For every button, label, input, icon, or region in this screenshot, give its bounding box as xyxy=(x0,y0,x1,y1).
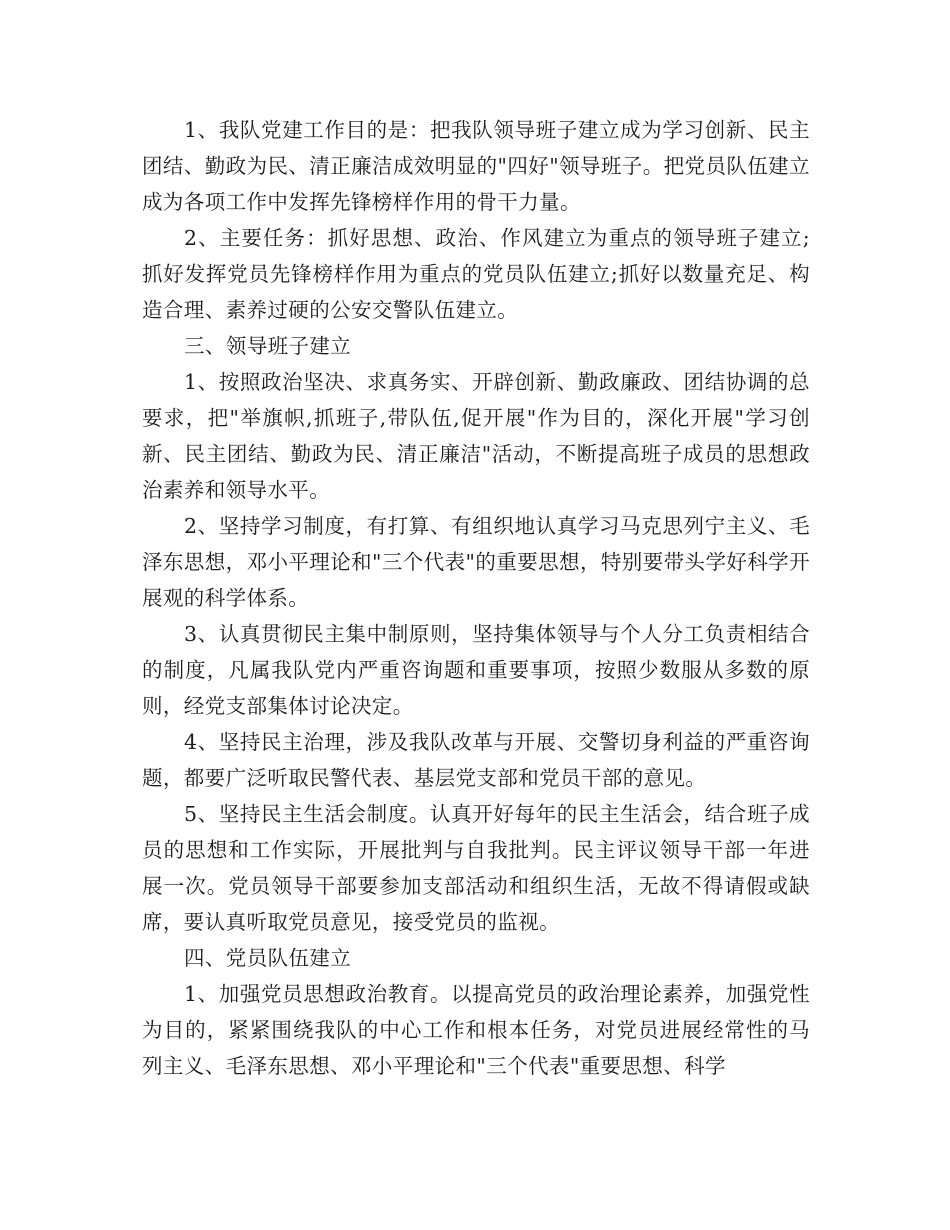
paragraph-leadership-1: 1、按照政治坚决、求真务实、开辟创新、勤政廉政、团结协调的总要求，把"举旗帜,抓班子,带队伍,促开展"作为目的，深化开展"学习创新、民主团结、勤政为民、清正廉洁"活动，不断提高班子成员的思想政治素养和领导水平。 xyxy=(142,370,810,502)
paragraph-leadership-4: 4、坚持民主治理，涉及我队改革与开展、交警切身利益的严重咨询题，都要广泛听取民警代表、基层党支部和党员干部的意见。 xyxy=(142,730,810,790)
section-heading-members: 四、党员队伍建立 xyxy=(184,946,352,970)
section-heading-leadership: 三、领导班子建立 xyxy=(184,334,352,358)
paragraph-main-tasks: 2、主要任务：抓好思想、政治、作风建立为重点的领导班子建立;抓好发挥党员先锋榜样作用为重点的党员队伍建立;抓好以数量充足、构造合理、素养过硬的公安交警队伍建立。 xyxy=(142,226,810,322)
document-body xyxy=(142,112,810,1084)
paragraph-leadership-3: 3、认真贯彻民主集中制原则，坚持集体领导与个人分工负责相结合的制度，凡属我队党内严重咨询题和重要事项，按照少数服从多数的原则，经党支部集体讨论决定。 xyxy=(142,622,810,718)
paragraph-leadership-5: 5、坚持民主生活会制度。认真开好每年的民主生活会，结合班子成员的思想和工作实际，开展批判与自我批判。民主评议领导干部一年进展一次。党员领导干部要参加支部活动和组织生活，无故不得请假或缺席，要认真听取党员意见，接受党员的监视。 xyxy=(142,802,810,934)
paragraph-members-1: 1、加强党员思想政治教育。以提高党员的政治理论素养，加强党性为目的，紧紧围绕我队的中心工作和根本任务，对党员进展经常性的马列主义、毛泽东思想、邓小平理论和"三个代表"重要思想、科学 xyxy=(142,982,810,1078)
paragraph-party-building-goal: 1、我队党建工作目的是：把我队领导班子建立成为学习创新、民主团结、勤政为民、清正廉洁成效明显的"四好"领导班子。把党员队伍建立成为各项工作中发挥先锋榜样作用的骨干力量。 xyxy=(142,118,810,214)
paragraph-leadership-2: 2、坚持学习制度，有打算、有组织地认真学习马克思列宁主义、毛泽东思想，邓小平理论和"三个代表"的重要思想，特别要带头学好科学开展观的科学体系。 xyxy=(142,514,810,610)
